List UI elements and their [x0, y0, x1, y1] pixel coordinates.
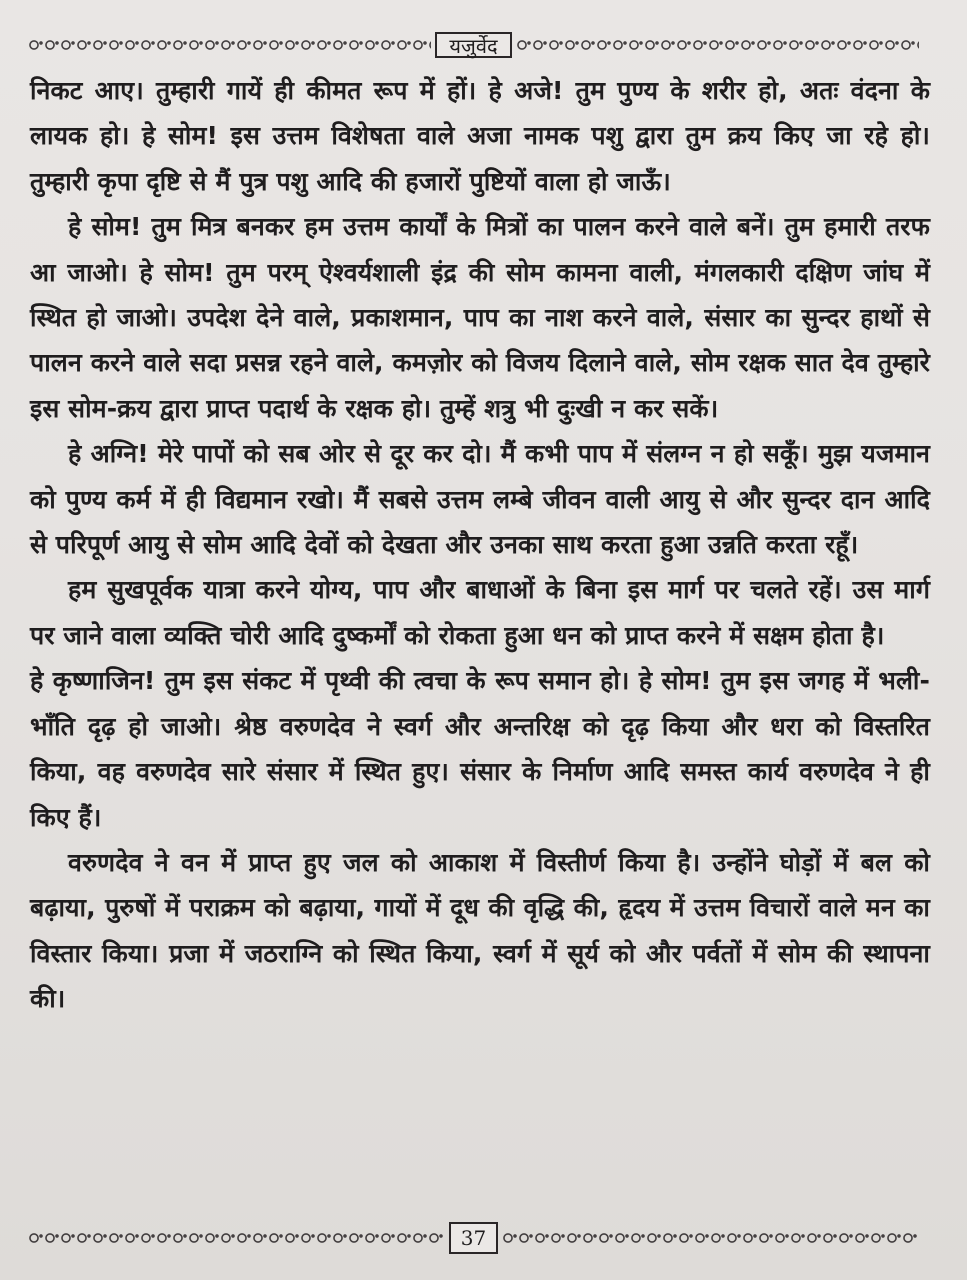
vine-ornament-right	[502, 1231, 919, 1245]
paragraph-6: वरुणदेव ने वन में प्राप्त हुए जल को आकाश में विस्तीर्ण किया है। उन्होंने घोड़ों में बल को बढ़ाया, पुरुषों में पराक्रम को बढ़ाया, गायों में दूध की वृद्धि की, हृदय में उत्तम विचारों वाले मन का विस्तार किया। प्रजा में जठराग्नि को स्थित किया, स्वर्ग में सूर्य को और पर्वतों में सोम की स्थापना की।	[30, 847, 930, 1014]
vine-ornament-left	[28, 1231, 445, 1245]
paragraph-3: हे अग्नि! मेरे पापों को सब ओर से दूर कर दो। मैं कभी पाप में संलग्न न हो सकूँ। मुझ यजमान को पुण्य कर्म में ही विद्यमान रखो। मैं सबसे उत्तम लम्बे जीवन वाली आयु से और सुन्दर दान आदि से परिपूर्ण आयु से सोम आदि देवों को देखता और उनका साथ करता हुआ उन्नति करता रहूँ।	[30, 439, 930, 560]
running-header-title: यजुर्वेद	[435, 32, 511, 58]
page-body	[30, 68, 930, 1022]
paragraph-1: निकट आए। तुम्हारी गायें ही कीमत रूप में हों। हे अजे! तुम पुण्य के शरीर हो, अतः वंदना के लायक हो। हे सोम! इस उत्तम विशेषता वाले अजा नामक पशु द्वारा तुम क्रय किए जा रहे हो। तुम्हारी कृपा दृष्टि से मैं पुत्र पशु आदि की हजारों पुष्टियों वाला हो जाऊँ।	[30, 76, 930, 196]
vine-ornament-left	[28, 38, 431, 52]
paragraph-2: हे सोम! तुम मित्र बनकर हम उत्तम कार्यों के मित्रों का पालन करने वाले बनें। तुम हमारी तरफ आ जाओ। हे सोम! तुम परम् ऐश्वर्यशाली इंद्र की सोम कामना वाली, मंगलकारी दक्षिण जांघ में स्थित हो जाओ। उपदेश देने वाले, प्रकाशमान, पाप का नाश करने वाले, संसार का सुन्दर हाथों से पालन करने वाले सदा प्रसन्न रहने वाले, कमज़ोर को विजय दिलाने वाले, सोम रक्षक सात देव तुम्हारे इस सोम-क्रय द्वारा प्राप्त पदार्थ के रक्षक हो। तुम्हें शत्रु भी दुःखी न कर सकें।	[30, 212, 930, 423]
header-ornament	[28, 32, 919, 58]
footer-ornament	[28, 1222, 919, 1254]
vine-ornament-right	[516, 38, 919, 52]
paragraph-5: हे कृष्णाजिन! तुम इस संकट में पृथ्वी की त्वचा के रूप समान हो। हे सोम! तुम इस जगह में भली-भाँति दृढ़ हो जाओ। श्रेष्ठ वरुणदेव ने स्वर्ग और अन्तरिक्ष को दृढ़ किया और धरा को विस्तरित किया, वह वरुणदेव सारे संसार में स्थित हुए। संसार के निर्माण आदि समस्त कार्य वरुणदेव ने ही किए हैं।	[30, 666, 930, 832]
paragraph-4: हम सुखपूर्वक यात्रा करने योग्य, पाप और बाधाओं के बिना इस मार्ग पर चलते रहें। उस मार्ग पर जाने वाला व्यक्ति चोरी आदि दुष्कर्मों को रोकता हुआ धन को प्राप्त करने में सक्षम होता है।	[30, 575, 930, 650]
page-number: 37	[449, 1222, 498, 1254]
